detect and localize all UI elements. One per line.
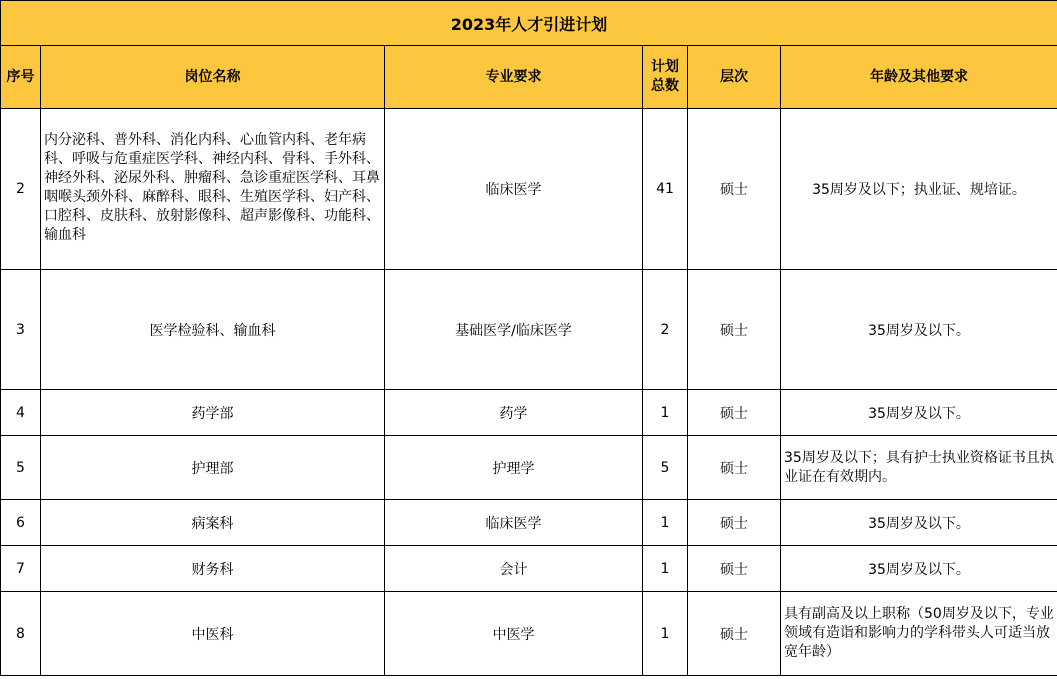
row-position: 中医科 [41,592,385,676]
table-row [1,270,1057,390]
row-major: 临床医学 [385,109,643,270]
row-index: 6 [1,500,41,546]
header-index: 序号 [1,46,41,109]
row-index: 5 [1,436,41,500]
row-count: 1 [643,500,688,546]
row-level: 硕士 [688,390,781,436]
row-count: 41 [643,109,688,270]
row-major: 会计 [385,546,643,592]
table-title: 2023年人才引进计划 [1,1,1057,46]
row-level: 硕士 [688,436,781,500]
row-position: 财务科 [41,546,385,592]
row-count: 2 [643,270,688,390]
row-other: 35周岁及以下。 [781,390,1057,436]
row-index: 2 [1,109,41,270]
row-position: 药学部 [41,390,385,436]
table-row [1,109,1057,270]
row-index: 7 [1,546,41,592]
row-index: 4 [1,390,41,436]
row-count: 1 [643,390,688,436]
row-index: 8 [1,592,41,676]
row-major: 临床医学 [385,500,643,546]
table-row [1,546,1057,592]
header-position: 岗位名称 [41,46,385,109]
header-other: 年龄及其他要求 [781,46,1057,109]
row-count: 1 [643,592,688,676]
row-position: 护理部 [41,436,385,500]
row-position: 医学检验科、输血科 [41,270,385,390]
row-position: 病案科 [41,500,385,546]
row-other: 35周岁及以下。 [781,270,1057,390]
row-other: 具有副高及以上职称（50周岁及以下，专业领域有造诣和影响力的学科带头人可适当放宽年龄） [781,592,1057,676]
row-major: 护理学 [385,436,643,500]
row-level: 硕士 [688,592,781,676]
row-position: 内分泌科、普外科、消化内科、心血管内科、老年病科、呼吸与危重症医学科、神经内科、骨科、手外科、神经外科、泌尿外科、肿瘤科、急诊重症医学科、耳鼻咽喉头颈外科、麻醉科、眼科、生殖医学科、妇产科、口腔科、皮肤科、放射影像科、超声影像科、功能科、输血科 [41,109,385,270]
row-major: 中医学 [385,592,643,676]
table-row [1,592,1057,676]
row-level: 硕士 [688,109,781,270]
row-other: 35周岁及以下；具有护士执业资格证书且执业证在有效期内。 [781,436,1057,500]
row-level: 硕士 [688,546,781,592]
row-count: 1 [643,546,688,592]
header-row [1,46,1057,109]
title-row [1,1,1057,46]
row-other: 35周岁及以下；执业证、规培证。 [781,109,1057,270]
row-other: 35周岁及以下。 [781,546,1057,592]
header-count: 计划 总数 [643,46,688,109]
row-level: 硕士 [688,270,781,390]
row-level: 硕士 [688,500,781,546]
row-index: 3 [1,270,41,390]
row-major: 基础医学/临床医学 [385,270,643,390]
row-other: 35周岁及以下。 [781,500,1057,546]
table-row [1,390,1057,436]
header-level: 层次 [688,46,781,109]
row-count: 5 [643,436,688,500]
table-row [1,500,1057,546]
header-major: 专业要求 [385,46,643,109]
row-major: 药学 [385,390,643,436]
table-row [1,436,1057,500]
